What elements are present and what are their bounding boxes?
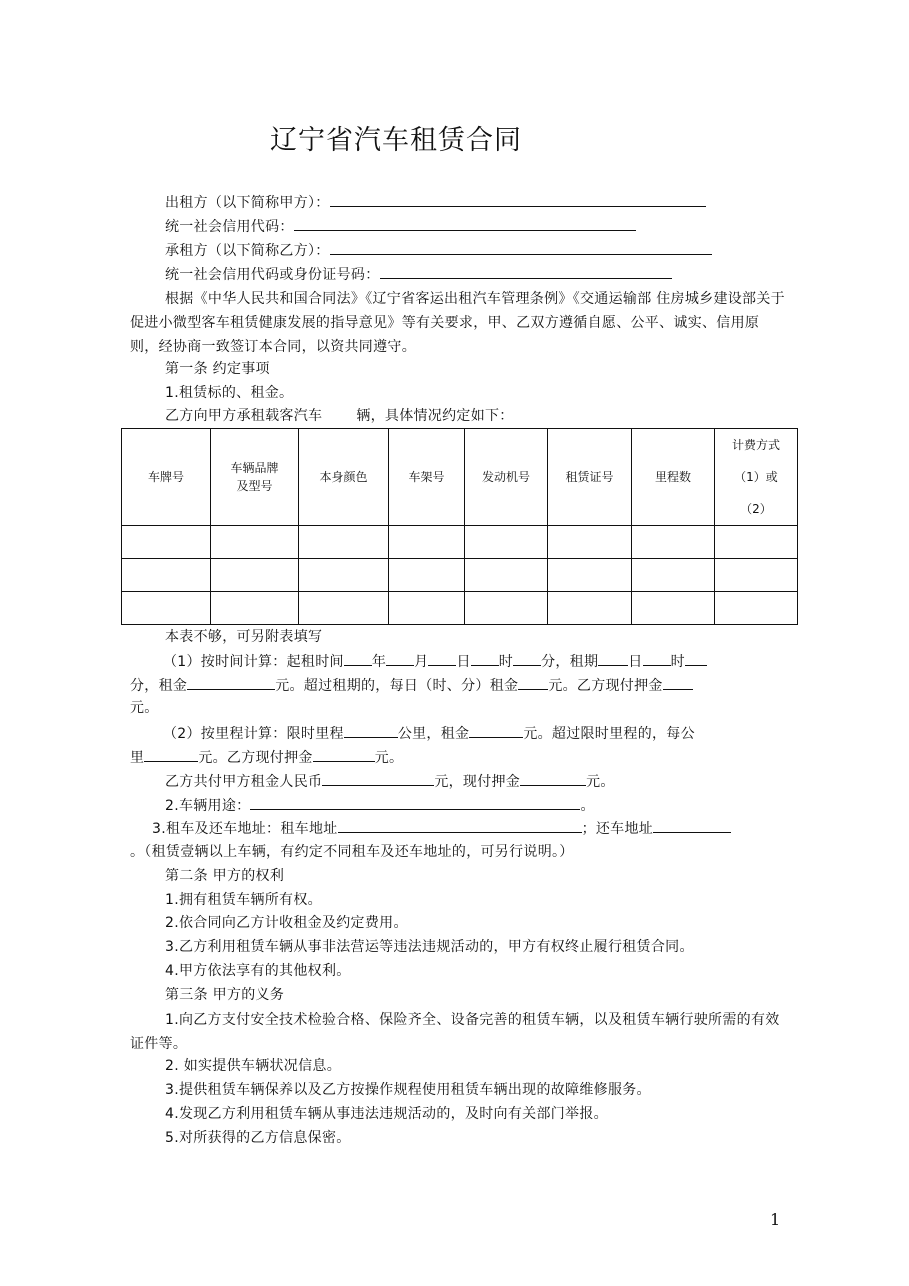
page-number: 1 <box>770 1210 781 1229</box>
time-calc-label: （1）按时间计算：起租时间 <box>163 654 344 670</box>
mileage-limit-blank[interactable] <box>344 723 398 738</box>
table-cell[interactable] <box>632 559 715 592</box>
hour-label: 时 <box>498 654 514 670</box>
vehicle-purpose-line <box>165 795 595 816</box>
total-deposit-blank[interactable] <box>520 771 586 786</box>
col-header: 发动机号 <box>465 429 548 526</box>
table-cell[interactable] <box>299 526 389 559</box>
term-minute-blank[interactable] <box>685 651 707 666</box>
article-2-item: 2.依合同向乙方计收租金及约定费用。 <box>165 915 408 931</box>
lessee-code-label: 统一社会信用代码或身份证号码： <box>165 267 380 283</box>
col-header: 本身颜色 <box>299 429 389 526</box>
table-cell[interactable] <box>465 559 548 592</box>
per-km-blank[interactable] <box>144 747 198 762</box>
article-3-item-1: 1.向乙方支付安全技术检验合格、保险齐全、设备完善的租赁车辆，以及租赁车辆行驶所需的有效证件等。 <box>130 1012 780 1052</box>
time-calc-line-2 <box>130 675 693 696</box>
preamble: 根据《中华人民共和国合同法》《辽宁省客运出租汽车管理条例》《交通运输部 住房城乡建设部关于促进小微型客车租赁健康发展的指导意见》等有关要求，甲、乙双方遵循自愿、公平、诚实、信用原则，经协商一致签订本合同，以资共同遵守。 <box>130 291 785 355</box>
table-cell[interactable] <box>211 526 299 559</box>
article-2-item: 4.甲方依法享有的其他权利。 <box>165 963 351 979</box>
rent-blank[interactable] <box>187 675 275 690</box>
lessee-code-blank[interactable] <box>380 264 672 279</box>
total-rent-label: 乙方共付甲方租金人民币 <box>165 774 323 790</box>
table-cell[interactable] <box>389 559 465 592</box>
term-day-label: 日 <box>628 654 643 670</box>
table-row <box>122 559 798 592</box>
table-row <box>122 592 798 625</box>
lessee-code-line <box>165 264 672 285</box>
vehicle-purpose-end: 。 <box>580 798 595 814</box>
table-cell[interactable] <box>715 526 798 559</box>
lessor-blank[interactable] <box>330 192 706 207</box>
pickup-address-label: 3.租车及还车地址：租车地址 <box>152 821 338 837</box>
lessee-line <box>165 240 712 261</box>
mileage-rent-blank[interactable] <box>469 723 523 738</box>
total-end-label: 元。 <box>586 774 615 790</box>
start-month-blank[interactable] <box>386 651 414 666</box>
table-cell[interactable] <box>548 592 632 625</box>
table-row <box>122 526 798 559</box>
over-mileage-label: 元。超过限时里程的，每公 <box>523 726 695 742</box>
article-1-heading: 第一条 约定事项 <box>165 361 270 377</box>
article-3-item: 3.提供租赁车辆保养以及乙方按操作规程使用租赁车辆出现的故障维修服务。 <box>165 1082 651 1098</box>
mileage-deposit-blank[interactable] <box>313 747 375 762</box>
mileage-calc-line-2 <box>130 747 403 768</box>
year-label: 年 <box>371 654 387 670</box>
rent-label: 分，租金 <box>130 678 188 694</box>
col-header: 车辆品牌及型号 <box>211 429 299 526</box>
time-calc-line-3: 元。 <box>130 700 159 716</box>
table-cell[interactable] <box>632 592 715 625</box>
lessor-code-blank[interactable] <box>294 216 636 231</box>
table-cell[interactable] <box>389 526 465 559</box>
month-label: 月 <box>414 654 429 670</box>
vehicle-purpose-blank[interactable] <box>250 795 580 810</box>
article-3-heading: 第三条 甲方的义务 <box>165 987 285 1003</box>
mileage-calc-line-1 <box>163 723 695 744</box>
lessee-label: 承租方（以下简称乙方）： <box>165 243 330 259</box>
table-cell[interactable] <box>211 592 299 625</box>
col-header: 租赁证号 <box>548 429 632 526</box>
table-cell[interactable] <box>122 559 211 592</box>
mileage-calc-label: （2）按里程计算：限时里程 <box>163 726 344 742</box>
term-hour-label: 时 <box>670 654 685 670</box>
col-header: 里程数 <box>632 429 715 526</box>
term-hour-blank[interactable] <box>643 651 671 666</box>
mileage-end-label: 元。 <box>374 750 404 766</box>
start-year-blank[interactable] <box>344 651 372 666</box>
deposit-label: 元。乙方现付押金 <box>548 678 663 694</box>
vehicle-count-label-b: 辆，具体情况约定如下： <box>356 408 514 424</box>
article-3-item: 4.发现乙方利用租赁车辆从事违法违规活动的，及时向有关部门举报。 <box>165 1106 608 1122</box>
return-address-label: ；还车地址 <box>581 821 654 837</box>
table-header-row <box>122 429 798 526</box>
table-cell[interactable] <box>548 526 632 559</box>
table-cell[interactable] <box>715 592 798 625</box>
table-cell[interactable] <box>299 559 389 592</box>
article-3-item: 5.对所获得的乙方信息保密。 <box>165 1130 351 1146</box>
total-deposit-label: 元，现付押金 <box>434 774 521 790</box>
table-cell[interactable] <box>122 526 211 559</box>
document-title: 辽宁省汽车租赁合同 <box>270 125 522 156</box>
col-header: 计费方式（1）或（2） <box>715 429 798 526</box>
pickup-address-blank[interactable] <box>338 818 582 833</box>
lessor-label: 出租方（以下简称甲方）： <box>165 195 330 211</box>
table-cell[interactable] <box>465 526 548 559</box>
km-rent-label: 公里，租金 <box>397 726 470 742</box>
col-header: 车牌号 <box>122 429 211 526</box>
vehicle-count-label-a: 乙方向甲方承租载客汽车 <box>165 408 323 424</box>
table-note: 本表不够，可另附表填写 <box>165 629 323 645</box>
lessor-code-line <box>165 216 636 237</box>
time-calc-line-1 <box>163 651 707 672</box>
total-payment-line <box>165 771 615 792</box>
vehicle-count-line <box>165 406 514 426</box>
overtime-rent-blank[interactable] <box>518 675 548 690</box>
article-2-item: 1.拥有租赁车辆所有权。 <box>165 892 322 908</box>
per-km-label: 里 <box>130 750 145 766</box>
article-2-heading: 第二条 甲方的权利 <box>165 868 285 884</box>
col-header: 车架号 <box>389 429 465 526</box>
article-3-item: 2. 如实提供车辆状况信息。 <box>165 1058 342 1074</box>
lessee-blank[interactable] <box>330 240 712 255</box>
lessor-code-label: 统一社会信用代码： <box>165 219 294 235</box>
minute-term-label: 分，租期 <box>541 654 599 670</box>
address-line <box>152 818 731 839</box>
address-note: 。（租赁壹辆以上车辆，有约定不同租车及还车地址的，可另行说明。） <box>130 844 574 860</box>
lessor-line <box>165 192 706 213</box>
vehicle-purpose-label: 2.车辆用途： <box>165 798 251 814</box>
start-hour-blank[interactable] <box>471 651 499 666</box>
article-1-item-1: 1.租赁标的、租金。 <box>165 385 294 401</box>
table-cell[interactable] <box>715 559 798 592</box>
start-minute-blank[interactable] <box>513 651 541 666</box>
article-2-item: 3.乙方利用租赁车辆从事非法营运等违法违规活动的，甲方有权终止履行租赁合同。 <box>165 939 694 955</box>
vehicle-table <box>121 428 798 625</box>
overtime-label: 元。超过租期的，每日（时、分）租金 <box>275 678 519 694</box>
table-cell[interactable] <box>389 592 465 625</box>
table-cell[interactable] <box>465 592 548 625</box>
table-cell[interactable] <box>632 526 715 559</box>
term-day-blank[interactable] <box>598 651 628 666</box>
table-cell[interactable] <box>211 559 299 592</box>
start-day-blank[interactable] <box>428 651 456 666</box>
table-cell[interactable] <box>299 592 389 625</box>
table-cell[interactable] <box>548 559 632 592</box>
day-label: 日 <box>456 654 471 670</box>
mileage-deposit-label: 元。乙方现付押金 <box>198 750 313 766</box>
deposit-blank[interactable] <box>663 675 693 690</box>
table-cell[interactable] <box>122 592 211 625</box>
total-rent-blank[interactable] <box>322 771 434 786</box>
return-address-blank[interactable] <box>653 818 731 833</box>
